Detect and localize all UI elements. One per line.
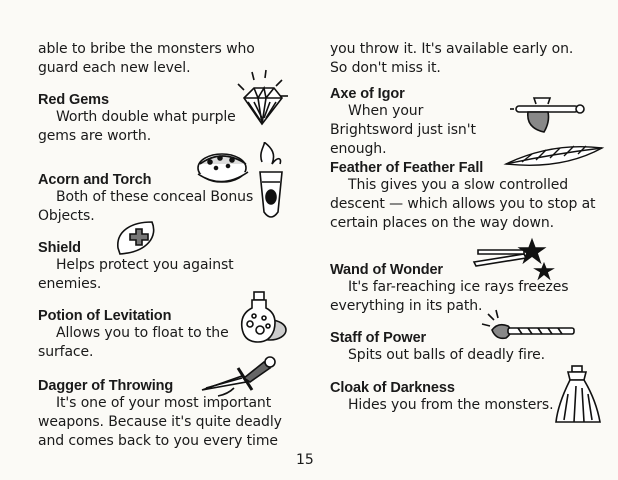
item-desc: Worth double what purple gems are worth.: [38, 109, 236, 144]
staff-icon: [478, 308, 582, 346]
item-desc: When your Brightsword just isn't enough.: [330, 103, 476, 157]
item-red-gems: [38, 92, 243, 146]
wand-icon: [468, 234, 568, 284]
item-desc: Hides you from the monsters.: [348, 397, 554, 413]
item-desc: Spits out balls of deadly fire.: [348, 347, 546, 363]
item-title: Axe of Igor: [330, 86, 405, 102]
item-desc: Helps protect you against enemies.: [38, 257, 234, 292]
item-cloak: [330, 380, 570, 415]
item-title: Acorn and Torch: [38, 172, 152, 188]
cloak-icon: [554, 364, 602, 426]
item-title: Red Gems: [38, 92, 109, 108]
item-title: Potion of Levitation: [38, 308, 172, 324]
acorn-torch-icon: [192, 142, 292, 226]
item-desc: It's one of your most important weapons. Because it's quite deadly and comes back to you every time: [38, 395, 282, 449]
item-desc: This gives you a slow controlled descent — which allows you to stop at certain places on the way down.: [330, 177, 596, 231]
item-desc: It's far-reaching ice rays freezes everything in its path.: [330, 279, 569, 314]
right-intro-text: you throw it. It's available early on. So don't miss it.: [330, 41, 574, 76]
shield-icon: [112, 218, 160, 258]
item-title: Wand of Wonder: [330, 262, 443, 278]
feather-icon: [502, 140, 606, 180]
item-title: Shield: [38, 240, 81, 256]
item-title: Cloak of Darkness: [330, 380, 455, 396]
left-intro-text: able to bribe the monsters who guard each new level.: [38, 41, 255, 76]
potion-icon: [236, 290, 290, 346]
item-desc: Both of these conceal Bonus Objects.: [38, 189, 254, 224]
item-title: Staff of Power: [330, 330, 427, 346]
right-column: [310, 0, 600, 450]
item-desc: Allows you to float to the surface.: [38, 325, 229, 360]
item-axe: [330, 86, 510, 159]
page-number: 15: [296, 452, 314, 468]
red-gem-icon: [232, 68, 292, 130]
dagger-icon: [198, 350, 278, 400]
left-column: [0, 0, 290, 450]
axe-icon: [510, 96, 590, 140]
item-title: Dagger of Throwing: [38, 378, 174, 394]
item-title: Feather of Feather Fall: [330, 160, 484, 176]
